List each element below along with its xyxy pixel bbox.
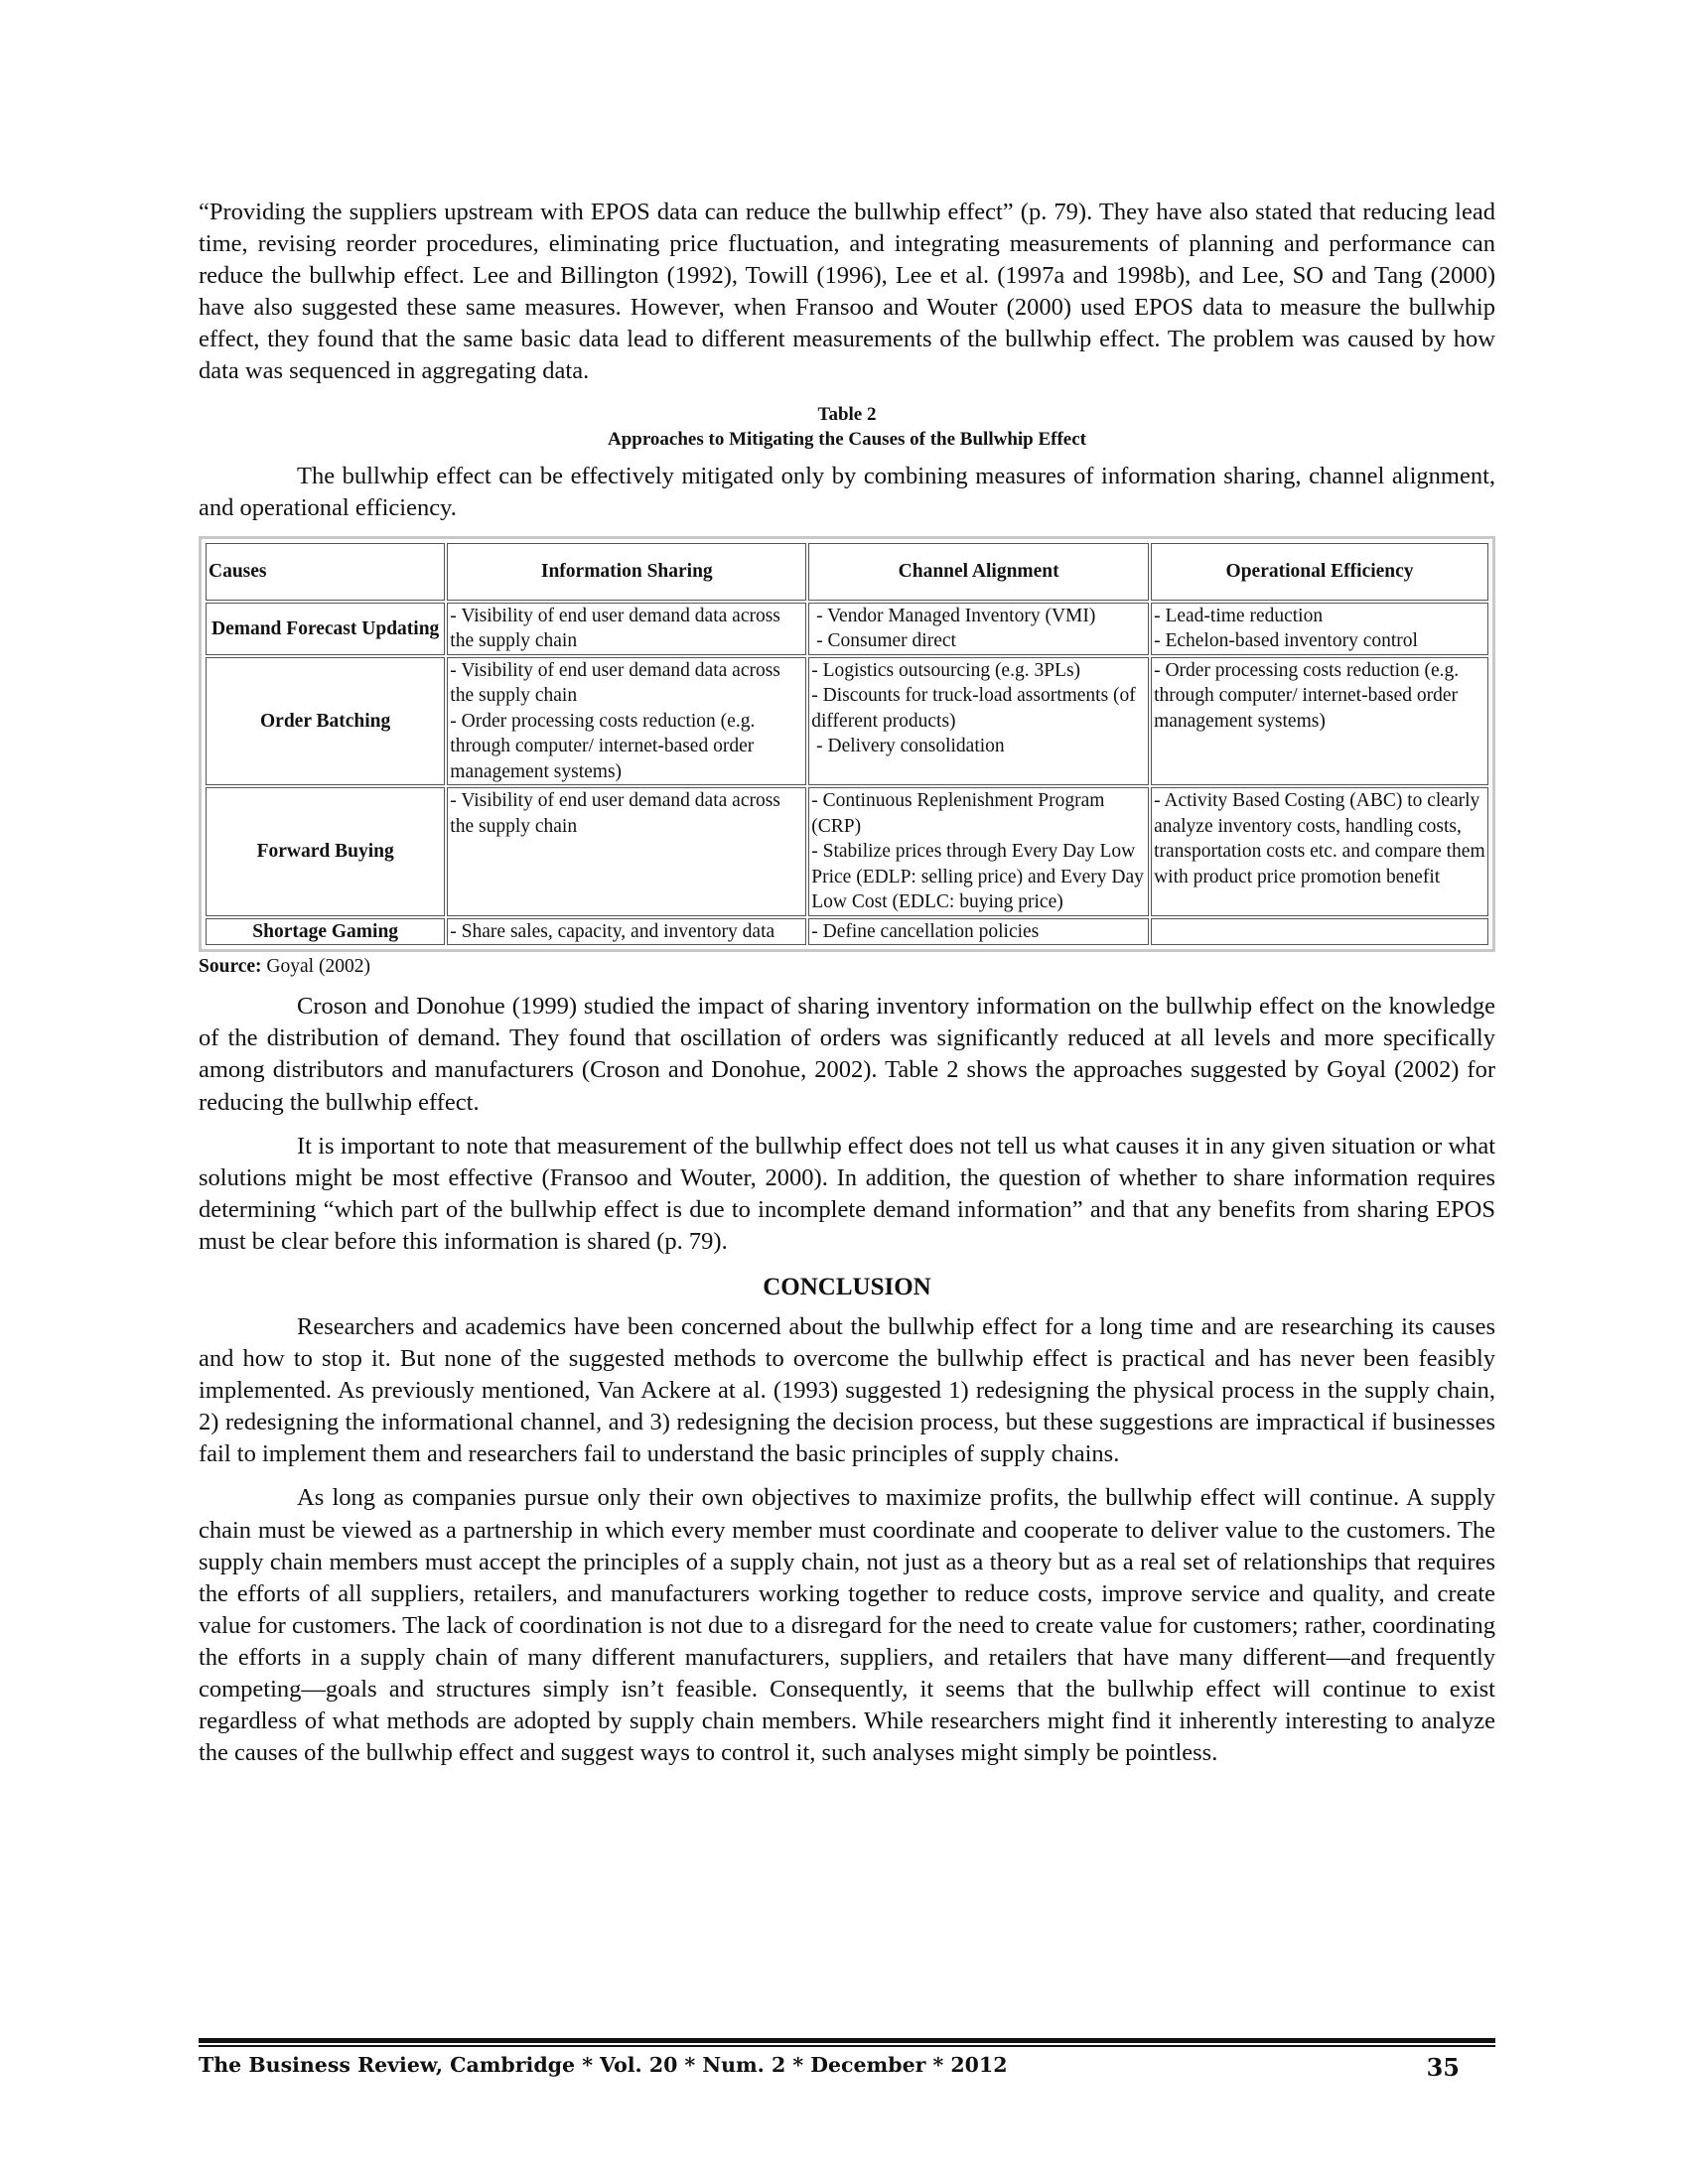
body-paragraph: Croson and Donohue (1999) studied the impact of sharing inventory information on the bullwhip effect on the knowledge of the distribution of demand. They found that oscillation of orders was significantly reduced at all levels and more specifically among distributors and manufacturers (Croson and Donohue, 2002). Table 2 shows the approaches suggested by Goyal (2002) for reducing the bullwhip effect. [199,993,1495,1116]
cause-cell: Demand Forecast Updating [206,603,445,655]
table-number: Table 2 [817,403,877,425]
ops-cell [1151,918,1488,946]
table-row [206,787,1488,916]
header-operational-efficiency: Operational Efficiency [1151,543,1488,601]
header-channel-alignment: Channel Alignment [808,543,1149,601]
body-paragraph: Researchers and academics have been concerned about the bullwhip effect for a long time and are researching its causes and how to stop it. But none of the suggested methods to overcome the bullwhip effect is practical and has never been feasibly implemented. As previously mentioned, Van Ackere at al. (1993) suggested 1) redesigning the physical process in the supply chain, 2) redesigning the informational channel, and 3) redesigning the decision process, but these suggestions are impractical if businesses fail to implement them and researchers fail to understand the basic principles of supply chains. [199,1313,1495,1468]
cause-cell: Forward Buying [206,787,445,916]
table-title: Approaches to Mitigating the Causes of the Bullwhip Effect [607,428,1087,450]
footer-row [199,2053,1495,2082]
journal-citation: The Business Review, Cambridge * Vol. 20 * Num. 2 * December * 2012 [199,2053,1008,2077]
cause-cell: Order Batching [206,657,445,786]
channel-cell: - Vendor Managed Inventory (VMI) - Consumer direct [808,603,1149,655]
footer-rule [199,2045,1495,2047]
mitigation-table-frame [199,536,1495,953]
table-row [206,657,1488,786]
table-intro: The bullwhip effect can be effectively mitigated only by combining measures of information sharing, channel alignment, and operational efficiency. [199,462,1495,521]
mitigation-table [204,541,1490,948]
table-row [206,918,1488,946]
info-cell: - Share sales, capacity, and inventory data [447,918,806,946]
source-text: Goyal (2002) [261,956,370,978]
section-heading-conclusion: CONCLUSION [763,1274,931,1300]
info-cell: - Visibility of end user demand data across the supply chain [447,787,806,916]
table-source [199,955,1495,979]
body-paragraph: It is important to note that measurement of the bullwhip effect does not tell us what causes it in any given situation or what solutions might be most effective (Fransoo and Wouter, 2000). In addition, the question of whether to share information requires determining “which part of the bullwhip effect is due to incomplete demand information” and that any benefits from sharing EPOS must be clear before this information is shared (p. 79). [199,1132,1495,1255]
info-cell: - Visibility of end user demand data across the supply chain [447,603,806,655]
ops-cell: - Activity Based Costing (ABC) to clearly analyze inventory costs, handling costs, transportation costs etc. and compare them with product price promotion benefit [1151,787,1488,916]
ops-cell: - Lead-time reduction - Echelon-based inventory control [1151,603,1488,655]
source-label: Source: [199,956,262,978]
table-header-row [206,543,1488,601]
ops-cell: - Order processing costs reduction (e.g. through computer/ internet-based order management systems) [1151,657,1488,786]
body-paragraph: “Providing the suppliers upstream with EPOS data can reduce the bullwhip effect” (p. 79). They have also stated that reducing lead time, revising reorder procedures, eliminating price fluctuation, and integrating measurements of planning and performance can reduce the bullwhip effect. Lee and Billington (1992), Towill (1996), Lee et al. (1997a and 1998b), and Lee, SO and Tang (2000) have also suggested these same measures. However, when Fransoo and Wouter (2000) used EPOS data to measure the bullwhip effect, they found that the same basic data lead to different measurements of the bullwhip effect. The problem was caused by how data was sequenced in aggregating data. [199,199,1495,385]
footer-rule [199,2038,1495,2043]
page-body [199,197,1495,1769]
header-information-sharing: Information Sharing [447,543,806,601]
channel-cell: - Logistics outsourcing (e.g. 3PLs) - Discounts for truck-load assortments (of different products) - Delivery consolidation [808,657,1149,786]
table-caption [199,402,1495,452]
info-cell: - Visibility of end user demand data across the supply chain - Order processing costs reduction (e.g. through computer/ internet-based order management systems) [447,657,806,786]
page-number: 35 [1426,2053,1460,2082]
header-causes: Causes [206,543,445,601]
cause-cell: Shortage Gaming [206,918,445,946]
table-row [206,603,1488,655]
page-footer [199,2038,1495,2082]
body-paragraph: As long as companies pursue only their own objectives to maximize profits, the bullwhip effect will continue. A supply chain must be viewed as a partnership in which every member must coordinate and cooperate to deliver value to the customers. The supply chain members must accept the principles of a supply chain, not just as a theory but as a real set of relationships that requires the efforts of all suppliers, retailers, and manufacturers working together to reduce costs, improve service and quality, and create value for customers. The lack of coordination is not due to a disregard for the need to create value for customers; rather, coordinating the efforts in a supply chain of many different manufacturers, suppliers, and retailers that have many different—and frequently competing—goals and structures simply isn’t feasible. Consequently, it seems that the bullwhip effect will continue to exist regardless of what methods are adopted by supply chain members. While researchers might find it inherently interesting to analyze the causes of the bullwhip effect and suggest ways to control it, such analyses might simply be pointless. [199,1484,1495,1767]
channel-cell: - Continuous Replenishment Program (CRP) - Stabilize prices through Every Day Low Price (EDLP: selling price) and Every Day Low Cost (EDLC: buying price) [808,787,1149,916]
channel-cell: - Define cancellation policies [808,918,1149,946]
